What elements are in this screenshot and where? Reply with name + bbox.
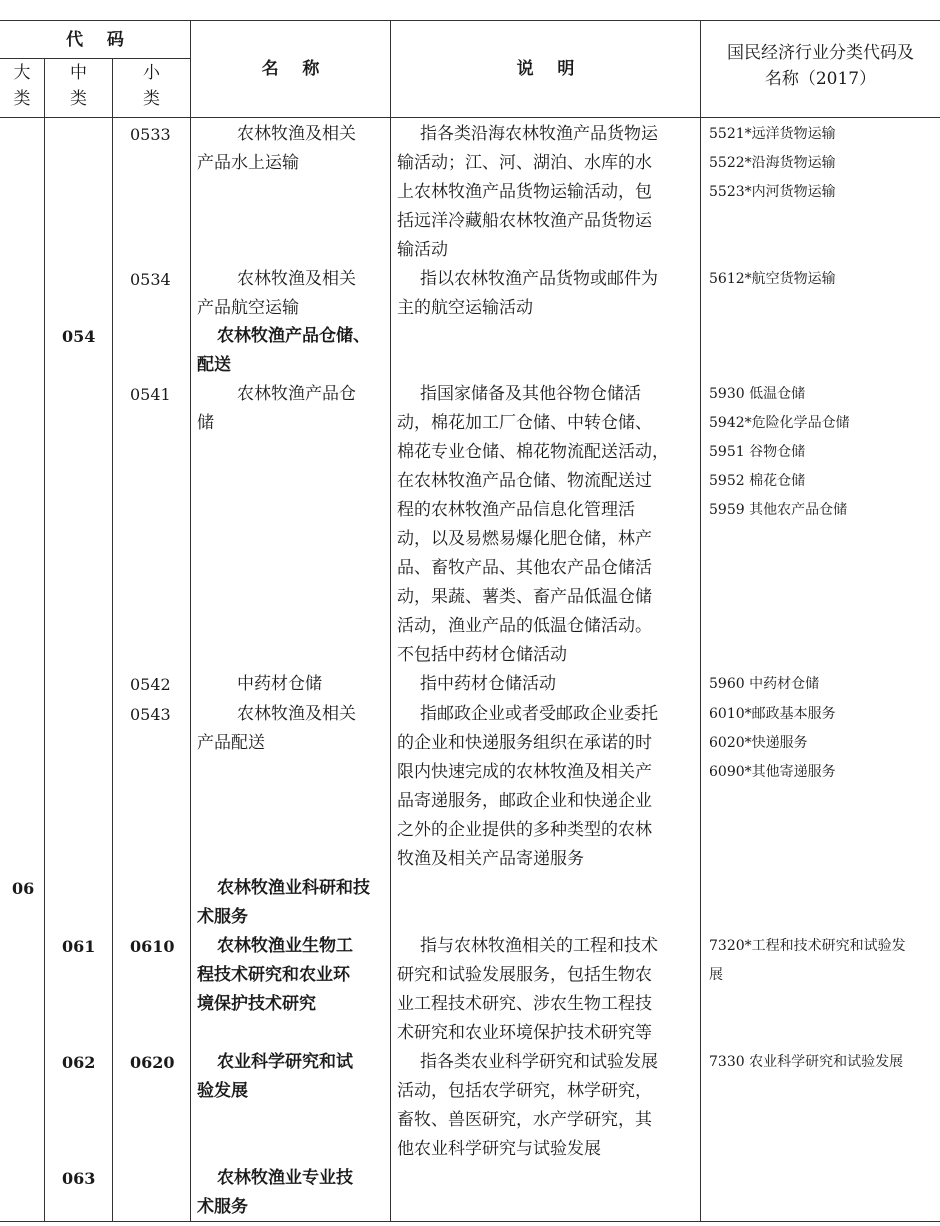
minor-code: 0620 bbox=[130, 1053, 175, 1072]
ref-line: 5952 棉花仓储 bbox=[709, 473, 806, 489]
ref-line: 5612*航空货物运输 bbox=[709, 271, 836, 287]
desc-line: 指各类农业科学研究和试验发展 bbox=[420, 1052, 658, 1072]
minor-code: 0541 bbox=[130, 385, 171, 404]
name-line: 储 bbox=[197, 413, 214, 433]
name-line: 产品配送 bbox=[197, 733, 265, 753]
desc-line: 指邮政企业或者受邮政企业委托 bbox=[420, 704, 658, 724]
ref-line: 5951 谷物仓储 bbox=[709, 444, 806, 460]
ref-line: 5959 其他农产品仓储 bbox=[709, 502, 848, 518]
col-divider-desc bbox=[700, 20, 701, 1221]
desc-line: 他农业科学研究与试验发展 bbox=[397, 1139, 601, 1159]
col-divider-name bbox=[390, 20, 391, 1221]
ref-line: 5930 低温仓储 bbox=[709, 386, 806, 402]
name-line: 术服务 bbox=[197, 1197, 248, 1217]
desc-line: 品、畜牧产品、其他农产品仓储活 bbox=[397, 558, 652, 578]
name-line: 术服务 bbox=[197, 907, 248, 927]
desc-line: 程的农林牧渔产品信息化管理活 bbox=[397, 500, 635, 520]
ref-line: 7330 农业科学研究和试验发展 bbox=[709, 1054, 904, 1070]
desc-line: 括远洋冷藏船农林牧渔产品货物运 bbox=[397, 211, 652, 231]
header-desc: 说 明 bbox=[516, 59, 575, 79]
minor-code: 0610 bbox=[130, 937, 175, 956]
desc-line: 品寄递服务，邮政企业和快递企业 bbox=[397, 791, 652, 811]
desc-line: 指国家储备及其他谷物仓储活 bbox=[420, 384, 641, 404]
header-bottom-border bbox=[0, 117, 940, 118]
ref-line: 6090*其他寄递服务 bbox=[709, 764, 836, 780]
mid-code: 063 bbox=[62, 1169, 96, 1188]
col-divider-major bbox=[44, 58, 45, 1221]
name-line: 农林牧渔业生物工 bbox=[217, 936, 353, 956]
ref-line: 5960 中药材仓储 bbox=[709, 676, 820, 692]
desc-line: 动，以及易燃易爆化肥仓储，林产 bbox=[397, 529, 652, 549]
minor-code: 0533 bbox=[130, 125, 171, 144]
name-line: 中药材仓储 bbox=[237, 674, 322, 694]
name-line: 产品水上运输 bbox=[197, 153, 299, 173]
ref-line: 6020*快递服务 bbox=[709, 735, 808, 751]
table-bottom-border bbox=[0, 1221, 940, 1222]
desc-line: 指以农林牧渔产品货物或邮件为 bbox=[420, 269, 658, 289]
desc-line: 不包括中药材仓储活动 bbox=[397, 645, 567, 665]
name-line: 农林牧渔及相关 bbox=[237, 704, 356, 724]
name-line: 农业科学研究和试 bbox=[217, 1052, 353, 1072]
desc-line: 术研究和农业环境保护技术研究等 bbox=[397, 1023, 652, 1043]
minor-code: 0534 bbox=[130, 270, 171, 289]
desc-line: 主的航空运输活动 bbox=[397, 298, 533, 318]
mid-code: 061 bbox=[62, 937, 96, 956]
desc-line: 棉花专业仓储、棉花物流配送活动， bbox=[397, 442, 669, 462]
header-mid: 中 类 bbox=[70, 63, 87, 109]
name-line: 农林牧渔及相关 bbox=[237, 269, 356, 289]
ref-line: 5522*沿海货物运输 bbox=[709, 155, 836, 171]
ref-line: 展 bbox=[709, 967, 723, 983]
desc-line: 研究和试验发展服务，包括生物农 bbox=[397, 965, 652, 985]
minor-code: 0542 bbox=[130, 675, 171, 694]
col-divider-minor bbox=[190, 20, 191, 1221]
name-line: 农林牧渔业专业技 bbox=[217, 1168, 353, 1188]
desc-line: 指各类沿海农林牧渔产品货物运 bbox=[420, 124, 658, 144]
header-major: 大 类 bbox=[13, 63, 31, 109]
desc-line: 输活动 bbox=[397, 240, 448, 260]
desc-line: 限内快速完成的农林牧渔及相关产 bbox=[397, 762, 652, 782]
name-line: 农林牧渔产品仓储、 bbox=[217, 326, 370, 346]
desc-line: 业工程技术研究、涉农生物工程技 bbox=[397, 994, 652, 1014]
desc-line: 上农林牧渔产品货物运输活动，包 bbox=[397, 182, 652, 202]
header-code: 代 码 bbox=[66, 30, 124, 50]
mid-code: 062 bbox=[62, 1053, 96, 1072]
desc-line: 活动，渔业产品的低温仓储活动。 bbox=[397, 616, 652, 636]
col-divider-mid bbox=[112, 58, 113, 1221]
ref-line: 5523*内河货物运输 bbox=[709, 184, 836, 200]
name-line: 配送 bbox=[197, 355, 231, 375]
header-name: 名 称 bbox=[261, 59, 320, 79]
desc-line: 畜牧、兽医研究，水产学研究，其 bbox=[397, 1110, 652, 1130]
name-line: 产品航空运输 bbox=[197, 298, 299, 318]
name-line: 农林牧渔及相关 bbox=[237, 124, 356, 144]
desc-line: 输活动；江、河、湖泊、水库的水 bbox=[397, 153, 652, 173]
minor-code: 0543 bbox=[130, 705, 171, 724]
ref-line: 6010*邮政基本服务 bbox=[709, 706, 836, 722]
name-line: 境保护技术研究 bbox=[197, 994, 316, 1014]
name-line: 验发展 bbox=[197, 1081, 248, 1101]
desc-line: 活动，包括农学研究，林学研究， bbox=[397, 1081, 652, 1101]
name-line: 农林牧渔产品仓 bbox=[237, 384, 356, 404]
desc-line: 在农林牧渔产品仓储、物流配送过 bbox=[397, 471, 652, 491]
table-top-border bbox=[0, 20, 940, 21]
desc-line: 动，棉花加工厂仓储、中转仓储、 bbox=[397, 413, 652, 433]
desc-line: 之外的企业提供的多种类型的农林 bbox=[397, 820, 652, 840]
desc-line: 动，果蔬、薯类、畜产品低温仓储 bbox=[397, 587, 652, 607]
ref-line: 7320*工程和技术研究和试验发 bbox=[709, 938, 906, 954]
desc-line: 指与农林牧渔相关的工程和技术 bbox=[420, 936, 658, 956]
desc-line: 指中药材仓储活动 bbox=[420, 674, 556, 694]
name-line: 程技术研究和农业环 bbox=[197, 965, 350, 985]
header-ref: 国民经济行业分类代码及 名称（2017） bbox=[727, 43, 914, 89]
desc-line: 牧渔及相关产品寄递服务 bbox=[397, 849, 584, 869]
major-code: 06 bbox=[12, 879, 35, 898]
header-minor: 小 类 bbox=[143, 63, 160, 109]
desc-line: 的企业和快递服务组织在承诺的时 bbox=[397, 733, 652, 753]
mid-code: 054 bbox=[62, 327, 96, 346]
ref-line: 5521*远洋货物运输 bbox=[709, 126, 836, 142]
ref-line: 5942*危险化学品仓储 bbox=[709, 415, 850, 431]
name-line: 农林牧渔业科研和技 bbox=[217, 878, 370, 898]
code-header-divider bbox=[0, 58, 190, 59]
